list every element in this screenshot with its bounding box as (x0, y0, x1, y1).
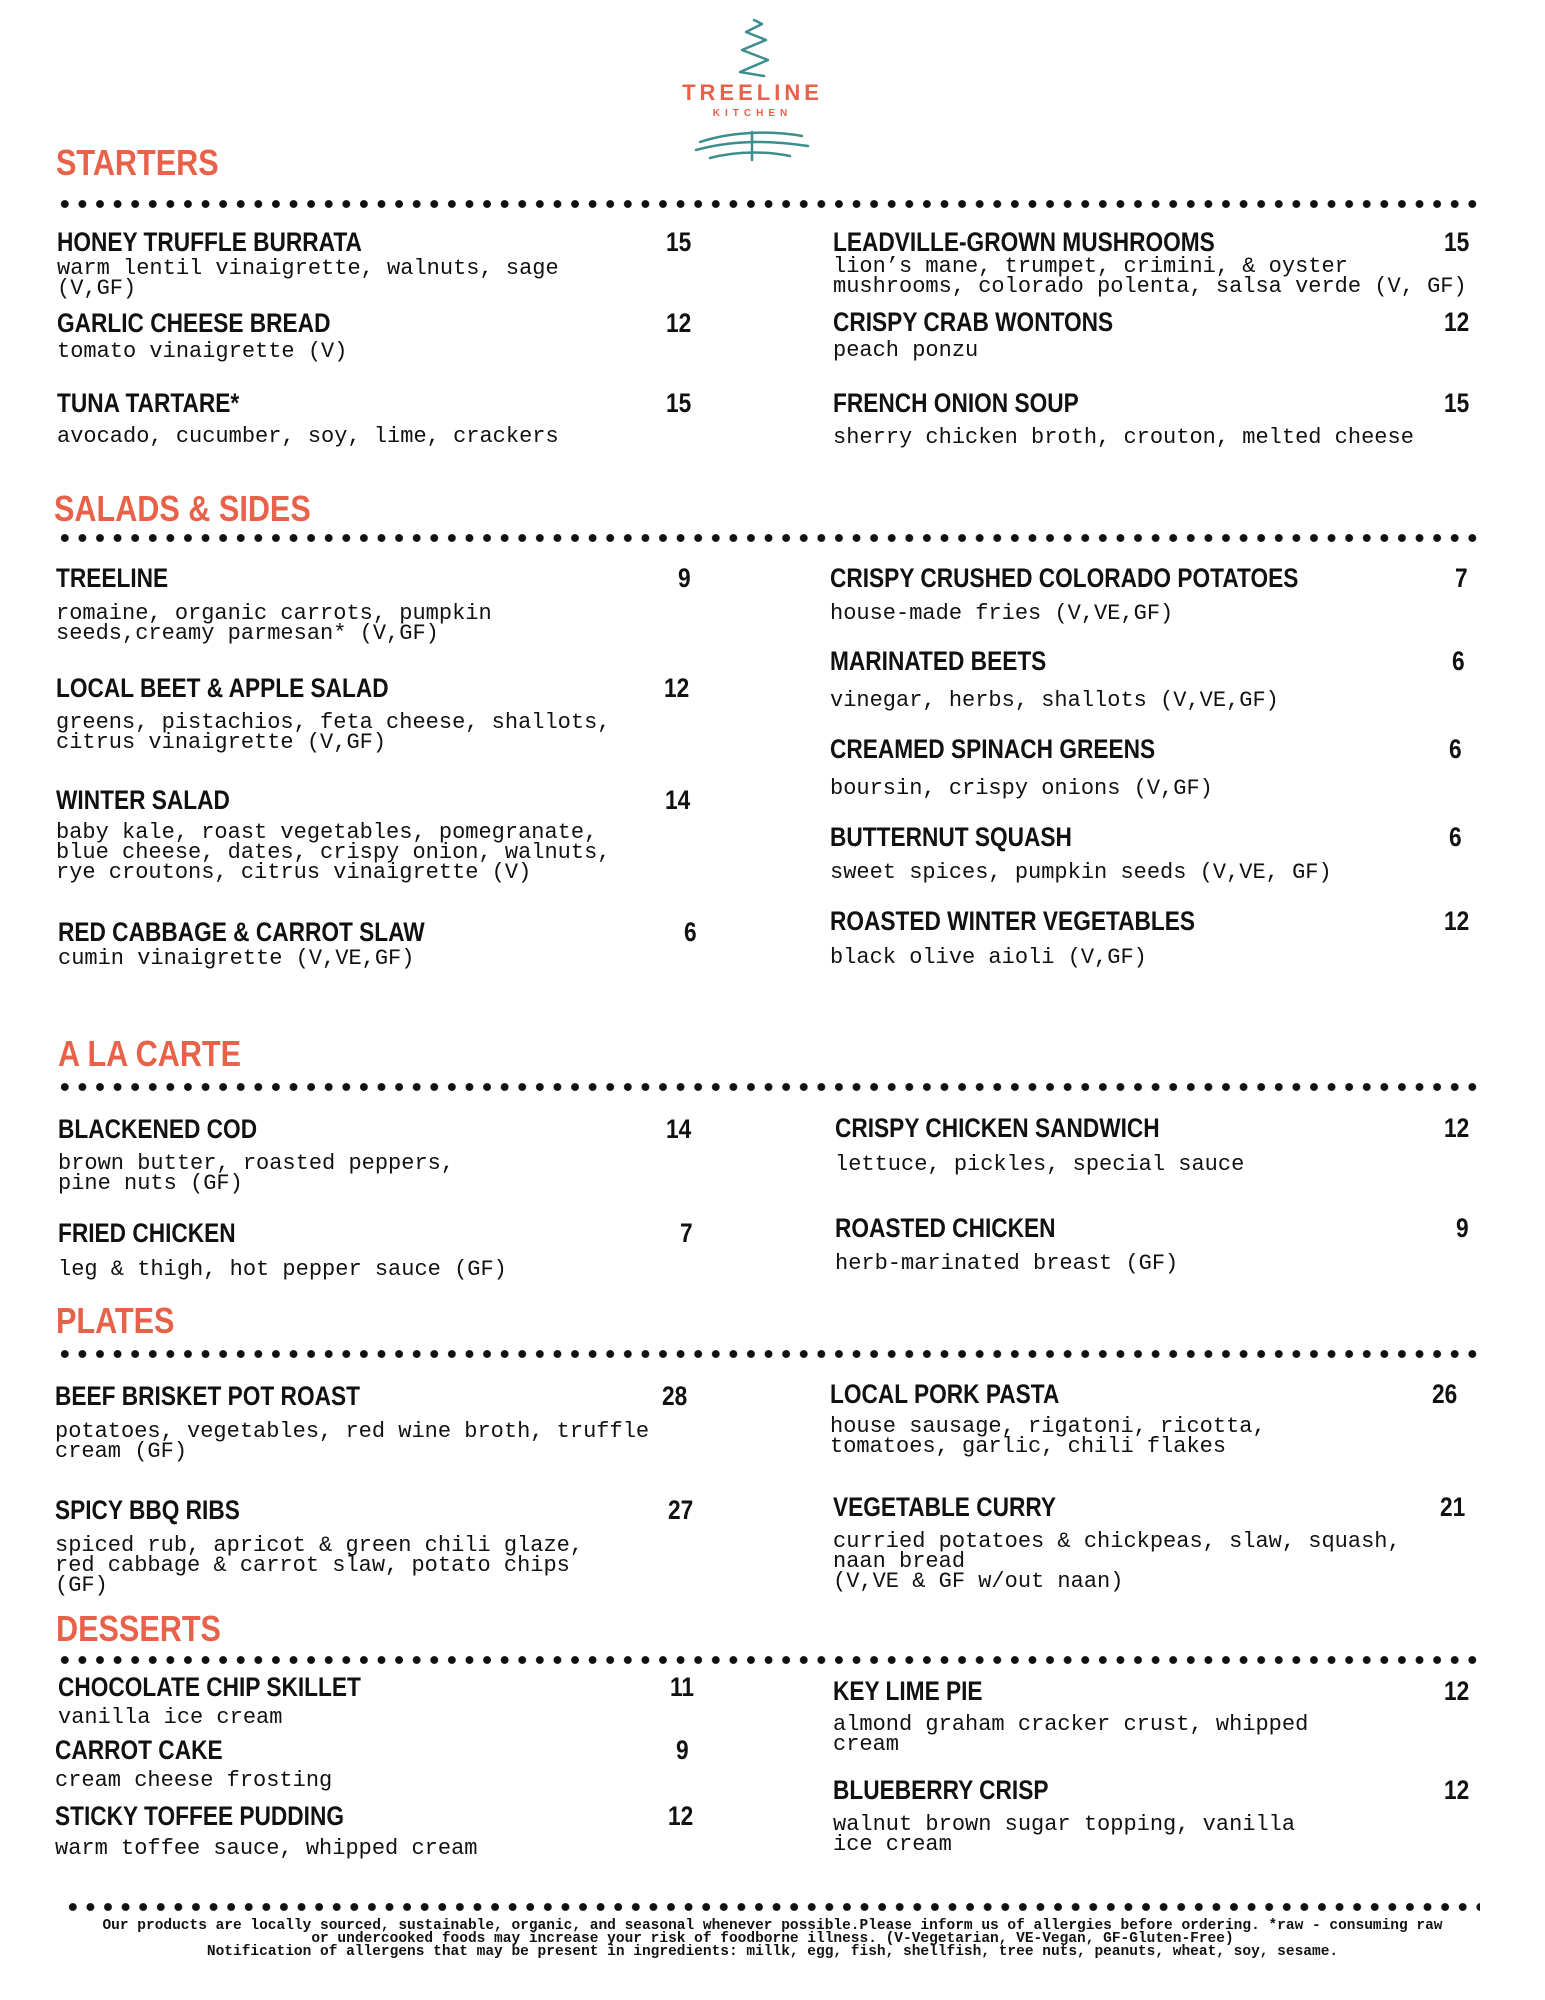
item-price: 6 (1452, 646, 1465, 676)
item-description: leg & thigh, hot pepper sauce (GF) (58, 1257, 507, 1282)
item-name: MARINATED BEETS (830, 646, 1047, 676)
section-title-a-la-carte: A LA CARTE (58, 1033, 242, 1074)
item-price: 26 (1432, 1379, 1458, 1409)
item-price: 9 (676, 1735, 689, 1765)
section-title-plates: PLATES (56, 1300, 175, 1341)
item-description: baby kale, roast vegetables, pomegranate, blue cheese, dates, crispy onion, walnuts, rye croutons, citrus vinaigrette (V) (56, 820, 611, 885)
item-price: 11 (670, 1672, 694, 1702)
footer-line: Our products are locally sourced, sustainable, organic, and seasonal whenever possible.Please inform us of allergies before ordering. *raw - consuming raw (102, 1918, 1443, 1934)
item-name: GARLIC CHEESE BREAD (57, 308, 331, 338)
item-name: LEADVILLE-GROWN MUSHROOMS (833, 227, 1215, 257)
allergen-notice (0, 1920, 1545, 1959)
item-description: walnut brown sugar topping, vanilla ice cream (833, 1812, 1296, 1857)
item-name: CRISPY CRUSHED COLORADO POTATOES (830, 563, 1299, 593)
item-description: peach ponzu (833, 338, 979, 363)
item-description: house-made fries (V,VE,GF) (830, 601, 1174, 626)
item-price: 14 (665, 785, 691, 815)
item-name: RED CABBAGE & CARROT SLAW (58, 917, 425, 947)
brand-logo (670, 14, 835, 164)
item-description: avocado, cucumber, soy, lime, crackers (57, 424, 559, 449)
section-title-salads-sides: SALADS & SIDES (54, 488, 311, 529)
item-price: 7 (1455, 563, 1468, 593)
item-price: 9 (1456, 1213, 1469, 1243)
dotted-divider (56, 1655, 1486, 1665)
section-title-desserts: DESSERTS (56, 1608, 221, 1649)
item-name: CREAMED SPINACH GREENS (830, 734, 1156, 764)
item-price: 27 (668, 1495, 694, 1525)
item-description: sherry chicken broth, crouton, melted cheese (833, 425, 1414, 450)
item-price: 14 (666, 1114, 692, 1144)
item-name: BLUEBERRY CRISP (833, 1775, 1049, 1805)
item-price: 12 (1444, 1113, 1470, 1143)
item-price: 7 (680, 1218, 693, 1248)
dotted-divider (56, 199, 1486, 209)
item-description: almond graham cracker crust, whipped cream (833, 1712, 1309, 1757)
item-name: BEEF BRISKET POT ROAST (55, 1381, 360, 1411)
item-description: curried potatoes & chickpeas, slaw, squash, naan bread (V,VE & GF w/out naan) (833, 1529, 1401, 1594)
item-price: 12 (668, 1801, 694, 1831)
item-name: FRIED CHICKEN (58, 1218, 236, 1248)
item-price: 15 (666, 388, 692, 418)
item-name: CRISPY CHICKEN SANDWICH (835, 1113, 1160, 1143)
item-price: 6 (1449, 734, 1462, 764)
item-price: 12 (1444, 1775, 1470, 1805)
item-description: warm lentil vinaigrette, walnuts, sage (V,GF) (57, 256, 559, 301)
item-description: lion’s mane, trumpet, crimini, & oyster mushrooms, colorado polenta, salsa verde (V, GF) (833, 254, 1467, 299)
item-price: 12 (1444, 1676, 1470, 1706)
item-name: CRISPY CRAB WONTONS (833, 307, 1114, 337)
item-price: 12 (1444, 906, 1470, 936)
item-name: CHOCOLATE CHIP SKILLET (58, 1672, 361, 1702)
item-description: cream cheese frosting (55, 1768, 333, 1793)
item-name: CARROT CAKE (55, 1735, 223, 1765)
item-price: 9 (678, 563, 691, 593)
brand-name: TREELINE (682, 80, 823, 105)
item-price: 15 (1444, 227, 1470, 257)
item-name: TUNA TARTARE* (57, 388, 240, 418)
item-description: black olive aioli (V,GF) (830, 945, 1147, 970)
item-name: LOCAL BEET & APPLE SALAD (56, 673, 389, 703)
item-name: ROASTED CHICKEN (835, 1213, 1056, 1243)
item-description: spiced rub, apricot & green chili glaze, red cabbage & carrot slaw, potato chips (GF) (55, 1533, 584, 1598)
item-price: 15 (1444, 388, 1470, 418)
item-description: warm toffee sauce, whipped cream (55, 1836, 478, 1861)
item-description: lettuce, pickles, special sauce (835, 1152, 1245, 1177)
item-price: 21 (1440, 1492, 1466, 1522)
item-description: sweet spices, pumpkin seeds (V,VE, GF) (830, 860, 1332, 885)
item-price: 12 (1444, 307, 1470, 337)
item-name: SPICY BBQ RIBS (55, 1495, 240, 1525)
brand-subtitle: KITCHEN (712, 108, 793, 119)
footer-line: Notification of allergens that may be present in ingredients: millk, egg, fish, shellfish, tree nuts, peanuts, wheat, soy, sesame. (206, 1944, 1339, 1960)
section-title-starters: STARTERS (56, 142, 219, 183)
item-price: 12 (664, 673, 690, 703)
dotted-divider (56, 1349, 1486, 1359)
item-price: 6 (1449, 822, 1462, 852)
item-name: BLACKENED COD (58, 1114, 258, 1144)
item-name: HONEY TRUFFLE BURRATA (57, 227, 362, 257)
item-price: 12 (666, 308, 692, 338)
item-description: herb-marinated breast (GF) (835, 1251, 1179, 1276)
dotted-divider (56, 533, 1486, 543)
item-name: TREELINE (56, 563, 169, 593)
item-price: 28 (662, 1381, 688, 1411)
item-name: BUTTERNUT SQUASH (830, 822, 1072, 852)
dotted-divider (64, 1902, 1480, 1912)
item-description: vanilla ice cream (58, 1705, 283, 1730)
item-description: cumin vinaigrette (V,VE,GF) (58, 946, 415, 971)
item-description: brown butter, roasted peppers, pine nuts (GF) (58, 1151, 455, 1196)
item-description: tomato vinaigrette (V) (57, 339, 348, 364)
item-name: KEY LIME PIE (833, 1676, 983, 1706)
item-description: potatoes, vegetables, red wine broth, truffle cream (GF) (55, 1419, 650, 1464)
item-name: LOCAL PORK PASTA (830, 1379, 1060, 1409)
item-price: 6 (684, 917, 697, 947)
item-name: ROASTED WINTER VEGETABLES (830, 906, 1196, 936)
item-description: romaine, organic carrots, pumpkin seeds,creamy parmesan* (V,GF) (56, 601, 492, 646)
footer-line: or undercooked foods may increase your risk of foodborne illness. (V-Vegetarian, VE-Vegan, GF-Gluten-Free) (311, 1931, 1234, 1947)
item-description: vinegar, herbs, shallots (V,VE,GF) (830, 688, 1279, 713)
item-price: 15 (666, 227, 692, 257)
item-name: FRENCH ONION SOUP (833, 388, 1079, 418)
item-name: STICKY TOFFEE PUDDING (55, 1801, 344, 1831)
item-description: boursin, crispy onions (V,GF) (830, 776, 1213, 801)
item-description: house sausage, rigatoni, ricotta, tomatoes, garlic, chili flakes (830, 1414, 1266, 1459)
item-name: WINTER SALAD (56, 785, 230, 815)
item-name: VEGETABLE CURRY (833, 1492, 1057, 1522)
dotted-divider (56, 1082, 1486, 1092)
item-description: greens, pistachios, feta cheese, shallots, citrus vinaigrette (V,GF) (56, 710, 611, 755)
